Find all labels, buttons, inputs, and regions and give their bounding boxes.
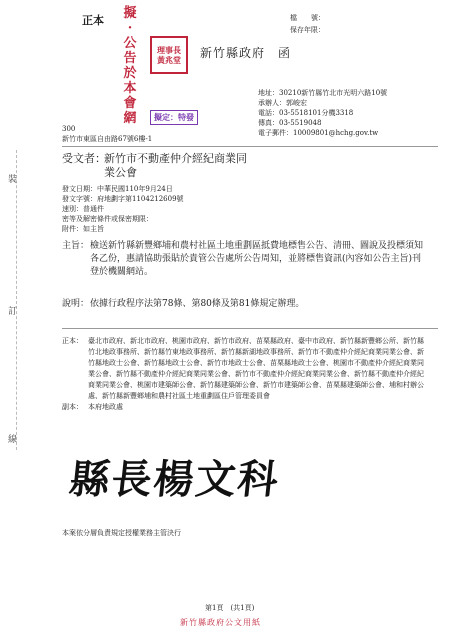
recipient-street: 新竹市東區自由路67號6樓-1 (62, 135, 153, 143)
distribution-list (62, 336, 430, 413)
recipient (62, 152, 247, 179)
explanation-section (62, 298, 430, 311)
subject-section (62, 240, 430, 279)
copy-recipients-text: 本府地政處 (88, 403, 123, 411)
contact-handler: 承辦人：郭峻宏 (258, 99, 307, 107)
contact-email: 電子郵件：10009801@hchg.gov.tw (258, 129, 379, 137)
explanation-label: 說明： (62, 299, 90, 309)
binding-line (16, 150, 17, 450)
binding-char-xian: 線 (8, 435, 18, 445)
issue-date: 發文日期：中華民國110年9月24日 (62, 185, 173, 193)
agency-title: 新竹縣政府 函 (200, 46, 292, 60)
magistrate-signature: 縣長楊文科 (67, 456, 283, 503)
approval-stamp-char: 於 (123, 66, 137, 81)
contact-address: 地址：30210新竹縣竹北市光明六路10號 (258, 89, 388, 97)
main-recipients-text: 臺北市政府、新北市政府、桃園市政府、新竹市政府、苗栗縣政府、臺中市政府、新竹縣新豐鄉公所、新竹縣竹北地政事務所、新竹縣竹東地政事務所、新竹縣新湖地政事務所、新竹市不動產仲介經紀商業同業公會、新竹縣地政士公會、新竹縣地政士公會、新竹市地政士公會、苗栗縣地政士公會、桃園市不動產仲介經紀商業同業公會、新竹縣不動產仲介經紀商業同業公會、新竹市不動產仲介經紀商業同業公會、新竹縣不動產仲介經紀商業同業公會、桃園市建築師公會、新竹縣建築師公會、新竹市建築師公會、苗栗縣建築師公會、埔和村辦公處、新竹縣新豐鄉埔和農村社區土地重劃區住戶管理委員會 (88, 337, 424, 400)
main-recipients (62, 336, 430, 402)
main-recipients-label: 正本： (62, 337, 83, 345)
security-level: 密等及解密條件或保密期限： (62, 215, 153, 223)
document-number: 發文字號：府地劃字第1104212609號 (62, 195, 184, 203)
file-no-label: 檔 號： (290, 14, 325, 22)
binding-char-zhuang: 裝 (8, 175, 18, 185)
approval-stamp-char: 網 (123, 111, 137, 126)
attachment-note: 附件：如主旨 (62, 225, 104, 233)
divider (62, 146, 438, 147)
approval-stamp-char: · (127, 21, 133, 36)
recipient-postcode: 300 (62, 125, 76, 133)
recipient-address (62, 124, 152, 144)
subject-text: 檢送新竹縣新豐鄉埔和農村社區土地重劃區抵費地標售公告、清冊、圖說及投標須知各乙份，惠請協助張貼於貴管公告處所公告周知，並將標售資訊(內容如公告主旨)刊登於機關網站。 (90, 241, 424, 277)
recipient-name: 新竹市不動產仲介經紀商業同業公會 (104, 152, 247, 179)
recipient-label: 受文者： (62, 152, 106, 165)
explanation-text: 依據行政程序法第78條、第80條及第81條規定辦理。 (90, 299, 305, 309)
copy-recipients-label: 副本： (62, 403, 83, 411)
approval-stamp-char: 告 (123, 51, 137, 66)
chairman-seal: 理事長黃兆堂 (150, 36, 188, 74)
copy-type-label: 正本 (82, 14, 104, 27)
delegation-note: 本案依分層負責規定授權業務主管決行 (62, 529, 181, 537)
draft-stamp: 擬定：特發 (150, 110, 198, 125)
subject-label: 主旨： (62, 241, 90, 251)
file-info (290, 12, 325, 36)
approval-stamp-char: 擬 (123, 6, 137, 21)
approval-stamp-char: 會 (123, 96, 137, 111)
copy-recipients (62, 402, 430, 413)
divider (62, 328, 438, 329)
approval-stamp-char: 本 (123, 81, 137, 96)
approval-stamp-char: 公 (123, 36, 137, 51)
delivery-speed: 速別：普通件 (62, 205, 104, 213)
contact-block (258, 88, 387, 138)
document-meta (62, 184, 184, 234)
contact-phone: 電話：03-5518101分機3318 (258, 109, 354, 117)
binding-char-ding: 訂 (8, 307, 18, 317)
retention-label: 保存年限： (290, 26, 325, 34)
page-number: 第1頁 (共1頁) (205, 604, 255, 612)
contact-fax: 傳真：03-5519048 (258, 119, 322, 127)
approval-stamp (118, 6, 142, 141)
footer-paper-label: 新竹縣政府公文用紙 (180, 618, 261, 627)
